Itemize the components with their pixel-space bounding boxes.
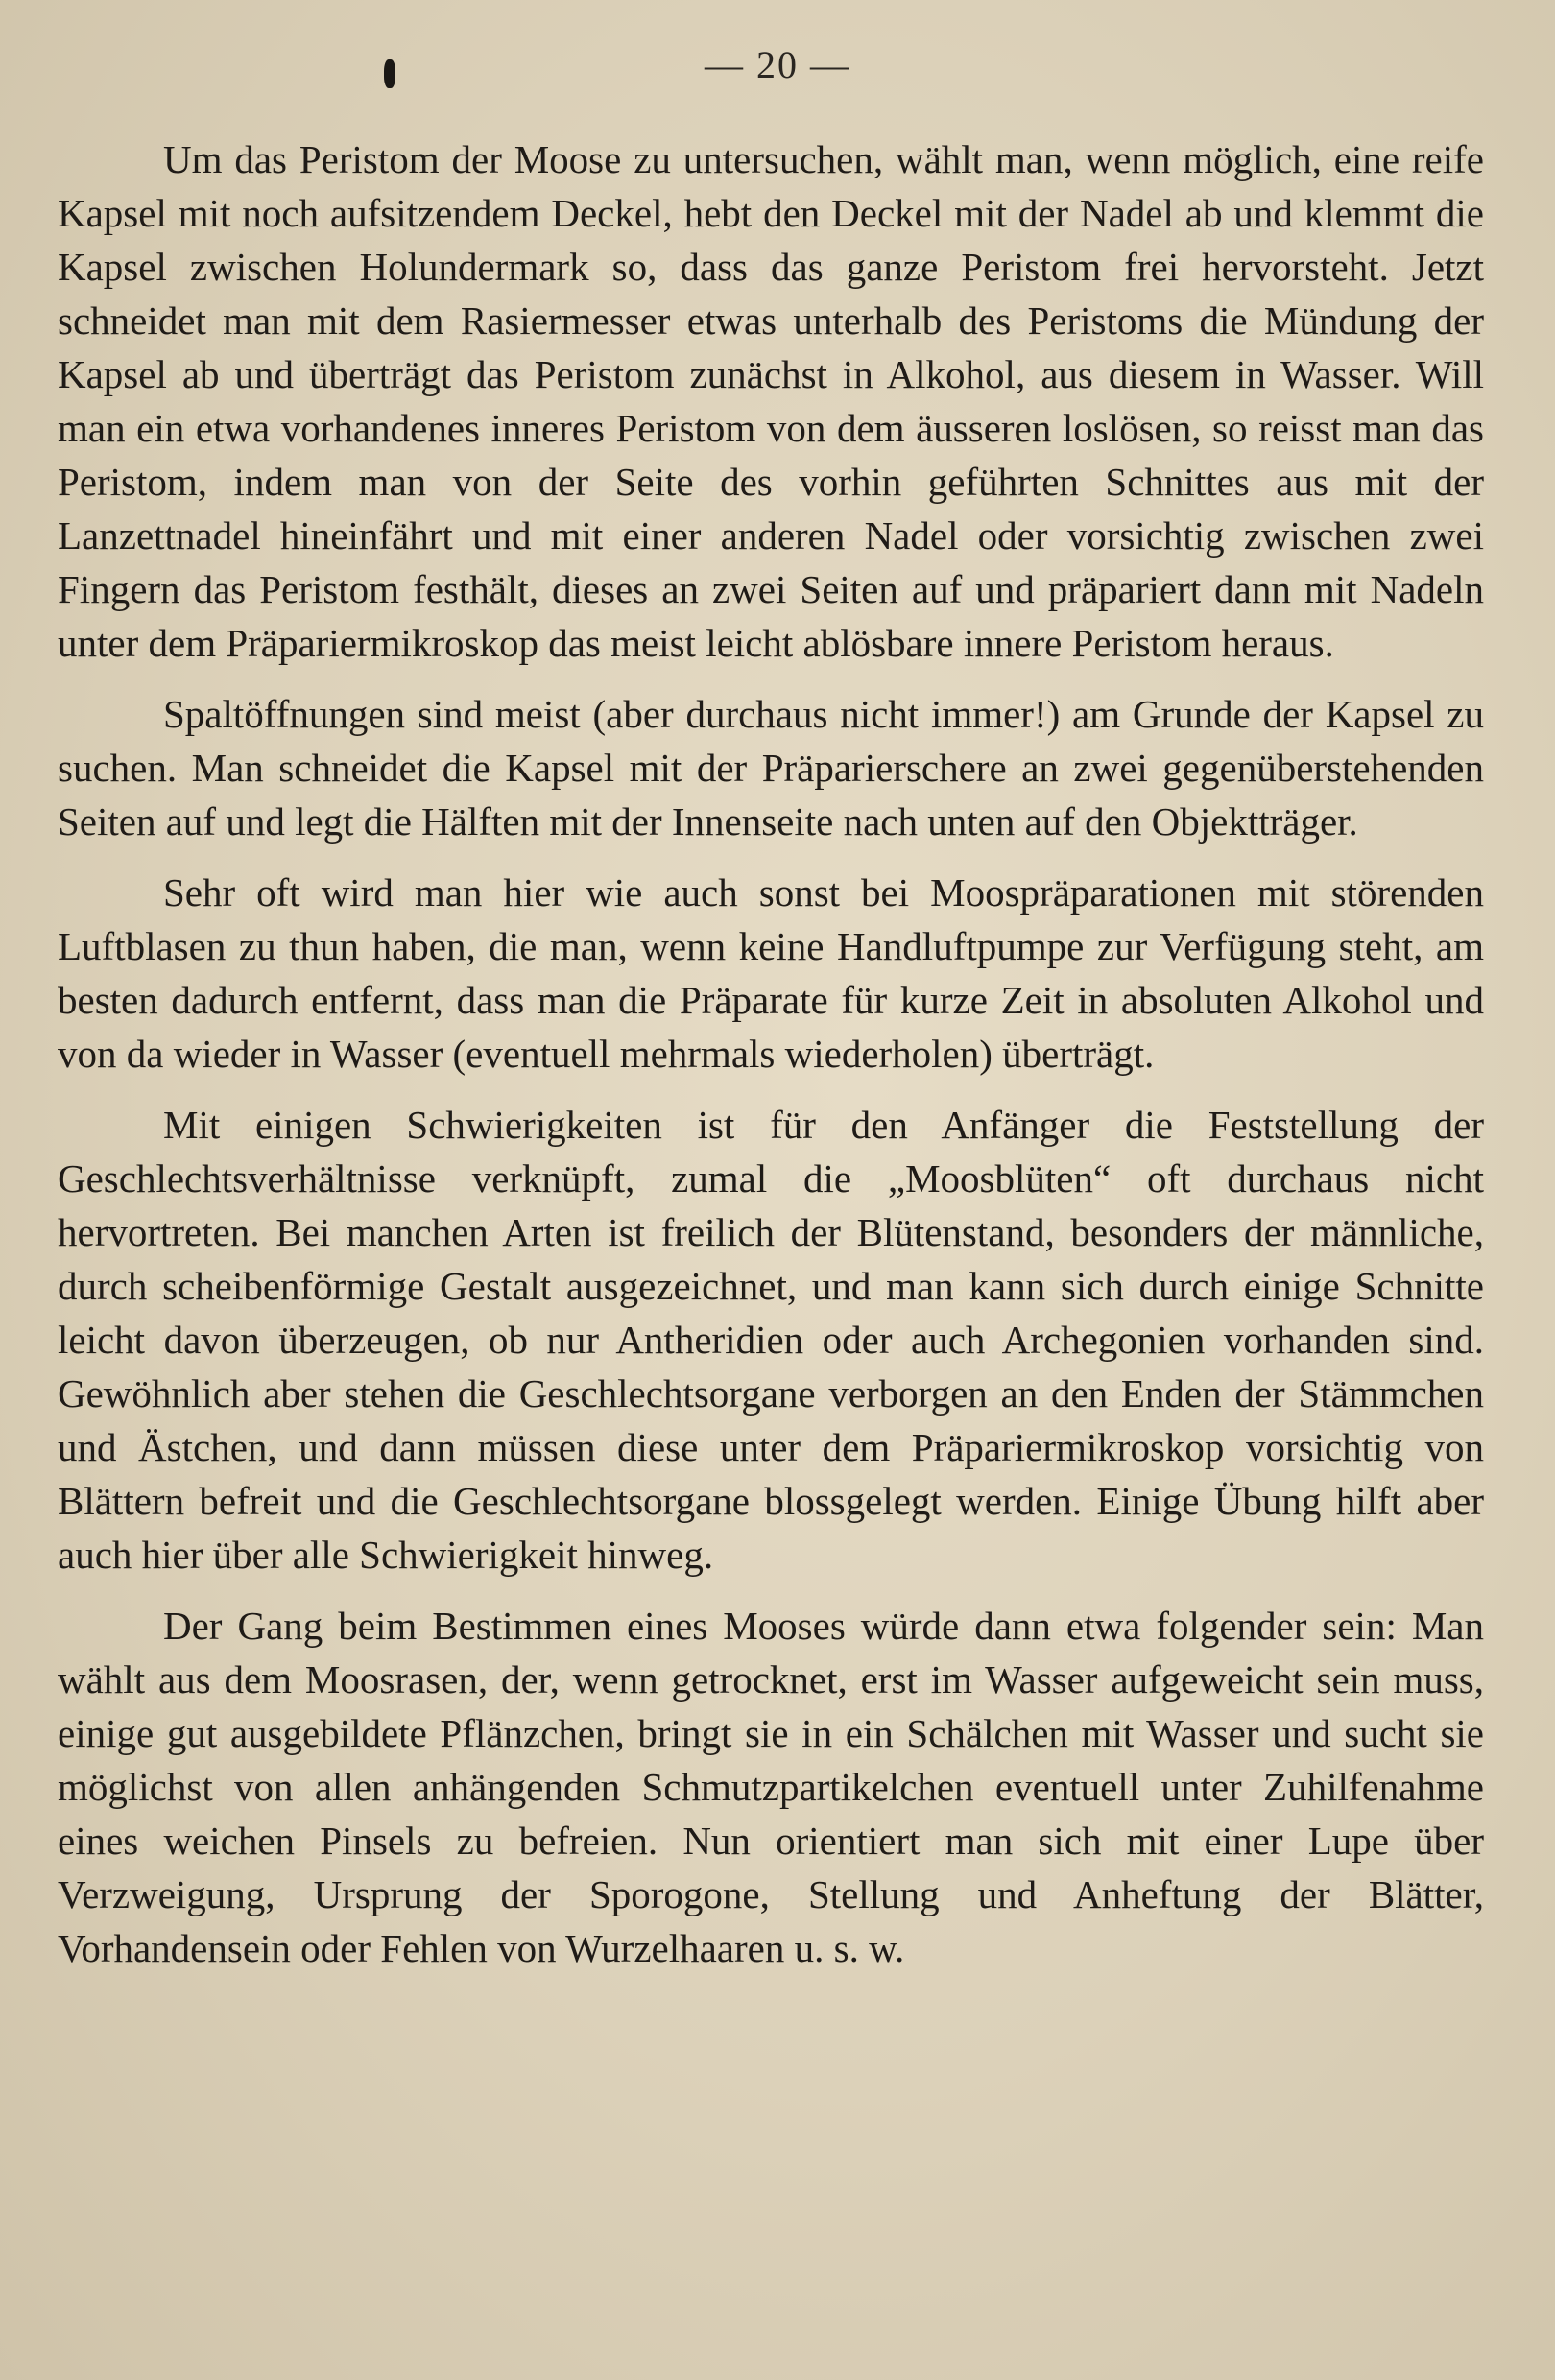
paragraph-bestimmen: Der Gang beim Bestimmen eines Mooses würde dann etwa folgender sein: Man wählt aus dem Moosrasen, der, wenn getrocknet, erst im Wasser aufgeweicht sein muss, einige gut ausgebildete Pflänzchen, bringt sie in ein Schälchen mit Wasser und sucht sie möglichst von allen anhängenden Schmutzpartikelchen eventuell unter Zuhilfenahme eines weichen Pinsels zu befreien. Nun orientiert man sich mit einer Lupe über Verzweigung, Ursprung der Sporogone, Stellung und Anheftung der Blätter, Vorhandensein oder Fehlen von Wurzelhaaren u. s. w.: [58, 1604, 1484, 1970]
page-number: — 20 —: [705, 43, 850, 86]
paragraph-luftblasen: Sehr oft wird man hier wie auch sonst bei Moospräparationen mit störenden Luftblasen zu thun haben, die man, wenn keine Handluftpumpe zur Verfügung steht, am besten dadurch entfernt, dass man die Präparate für kurze Zeit in absoluten Alkohol und von da wieder in Wasser (eventuell mehrmals wiederholen) überträgt.: [58, 870, 1484, 1076]
paragraph-peristom: Um das Peristom der Moose zu untersuchen, wählt man, wenn möglich, eine reife Kapsel mit noch aufsitzendem Deckel, hebt den Deckel mit der Nadel ab und klemmt die Kapsel zwischen Holundermark so, dass das ganze Peristom frei hervorsteht. Jetzt schneidet man mit dem Rasiermesser etwas unterhalb des Peristoms die Mündung der Kapsel ab und überträgt das Peristom zunächst in Alkohol, aus diesem in Wasser. Will man ein etwa vorhandenes inneres Peristom von dem äusseren loslösen, so reisst man das Peristom, indem man von der Seite des vorhin geführten Schnittes aus mit der Lanzettnadel hineinfährt und mit einer anderen Nadel oder vorsichtig zwischen zwei Fingern das Peristom festhält, dieses an zwei Seiten auf und präpariert dann mit Nadeln unter dem Präpariermikroskop das meist leicht ablösbare innere Peristom heraus.: [58, 137, 1484, 665]
paragraph-geschlechtsverhaeltnisse: Mit einigen Schwierigkeiten ist für den Anfänger die Feststellung der Geschlechtsverhältnisse verknüpft, zumal die „Moosblüten“ oft durchaus nicht hervortreten. Bei manchen Arten ist freilich der Blütenstand, besonders der männliche, durch scheibenförmige Gestalt ausgezeichnet, und man kann sich durch einige Schnitte leicht davon überzeugen, ob nur Antheridien oder auch Archegonien vorhanden sind. Gewöhnlich aber stehen die Geschlechtsorgane verborgen an den Enden der Stämmchen und Ästchen, und dann müssen diese unter dem Präpariermikroskop vorsichtig von Blättern befreit und die Geschlechtsorgane blossgelegt werden. Einige Übung hilft aber auch hier über alle Schwierigkeit hinweg.: [58, 1103, 1484, 1577]
paragraph-spaltoeffnungen: Spaltöffnungen sind meist (aber durchaus nicht immer!) am Grunde der Kapsel zu suchen. Man schneidet die Kapsel mit der Präparierschere an zwei gegenüberstehenden Seiten auf und legt die Hälften mit der Innenseite nach unten auf den Objektträger.: [58, 692, 1484, 844]
text-body: [58, 132, 1484, 1992]
